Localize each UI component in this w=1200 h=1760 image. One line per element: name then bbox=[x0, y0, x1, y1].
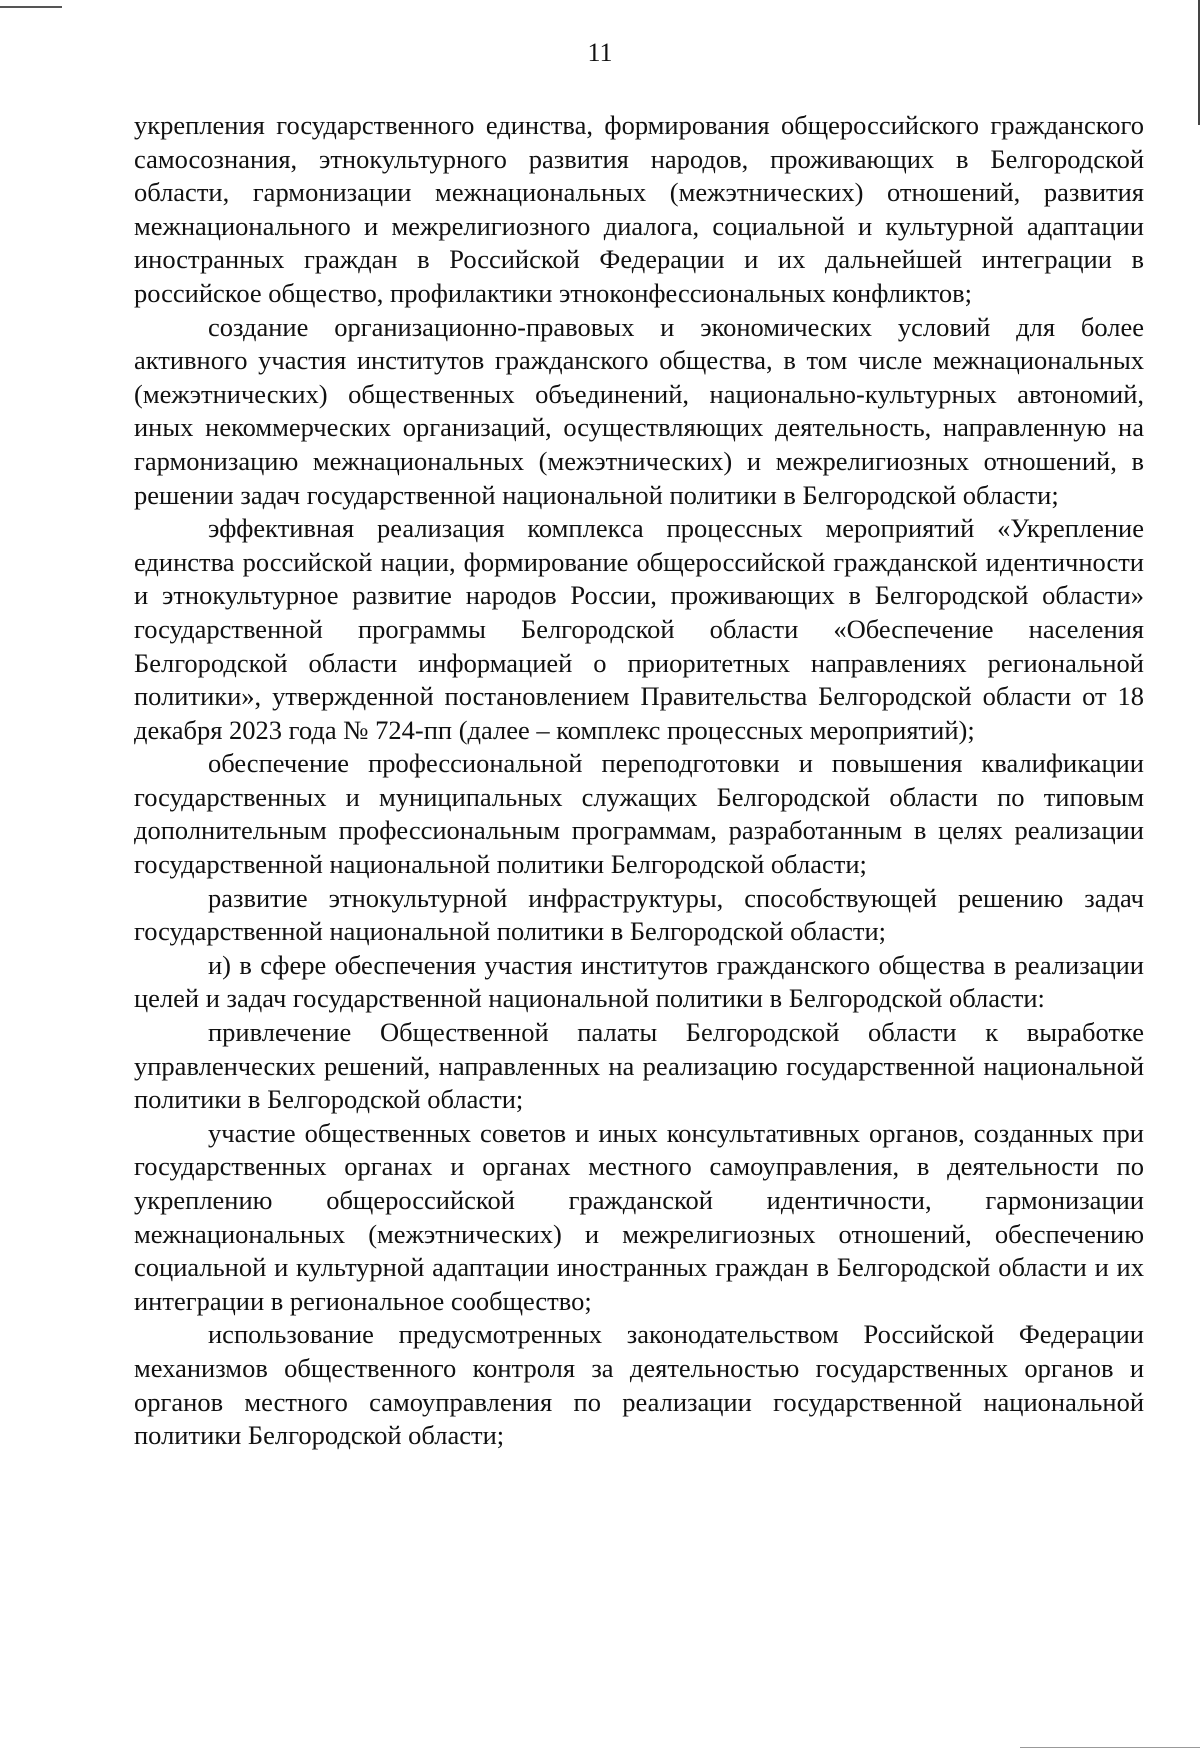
document-body bbox=[134, 109, 1144, 1453]
paragraph: развитие этнокультурной инфраструктуры, способствующей решению задач государственной национальной политики в Белгородской области; bbox=[134, 882, 1144, 947]
paragraph: привлечение Общественной палаты Белгородской области к выработке управленческих решений, направленных на реализацию государственной национальной политики в Белгородской области; bbox=[134, 1017, 1144, 1115]
paragraph: создание организационно-правовых и экономических условий для более активного участия институтов гражданского общества, в том числе межнациональных (межэтнических) общественных объединений, национально-культурных автономий, иных некоммерческих организаций, осуществляющих деятельность, направленную на гармонизацию межнациональных (межэтнических) и межрелигиозных отношений, в решении задач государственной национальной политики в Белгородской области; bbox=[134, 311, 1144, 510]
page-number: 11 bbox=[587, 38, 613, 67]
paragraph: использование предусмотренных законодательством Российской Федерации механизмов общественного контроля за деятельностью государственных органов и органов местного самоуправления по реализации государственной национальной политики Белгородской области; bbox=[134, 1319, 1144, 1451]
paragraph: обеспечение профессиональной переподготовки и повышения квалификации государственных и муниципальных служащих Белгородской области по типовым дополнительным профессиональным программам, разработанным в целях реализации государственной национальной политики Белгородской области; bbox=[134, 748, 1144, 880]
paragraph: участие общественных советов и иных консультативных органов, созданных при государственных органах и органах местного самоуправления, в деятельности по укреплению общероссийской гражданской идентичности, гармонизации межнациональных (межэтнических) и межрелигиозных отношений, обеспечению социальной и культурной адаптации иностранных граждан в Белгородской области и их интеграции в региональное сообщество; bbox=[134, 1117, 1144, 1316]
scan-edge-mark bbox=[0, 6, 62, 8]
paragraph: и) в сфере обеспечения участия институтов гражданского общества в реализации целей и задач государственной национальной политики в Белгородской области: bbox=[134, 949, 1144, 1014]
scan-edge-mark bbox=[1020, 1747, 1200, 1748]
paragraph: эффективная реализация комплекса процессных мероприятий «Укрепление единства российской нации, формирование общероссийской гражданской идентичности и этнокультурное развитие народов России, проживающих в Белгородской области» государственной программы Белгородской области «Обеспечение населения Белгородской области информацией о приоритетных направлениях региональной политики», утвержденной постановлением Правительства Белгородской области от 18 декабря 2023 года № 724-пп (далее – комплекс процессных мероприятий); bbox=[134, 513, 1144, 745]
paragraph: укрепления государственного единства, формирования общероссийского гражданского самосознания, этнокультурного развития народов, проживающих в Белгородской области, гармонизации межнациональных (межэтнических) отношений, развития межнационального и межрелигиозного диалога, социальной и культурной адаптации иностранных граждан в Российской Федерации и их дальнейшей интеграции в российское общество, профилактики этноконфессиональных конфликтов; bbox=[134, 110, 1144, 308]
